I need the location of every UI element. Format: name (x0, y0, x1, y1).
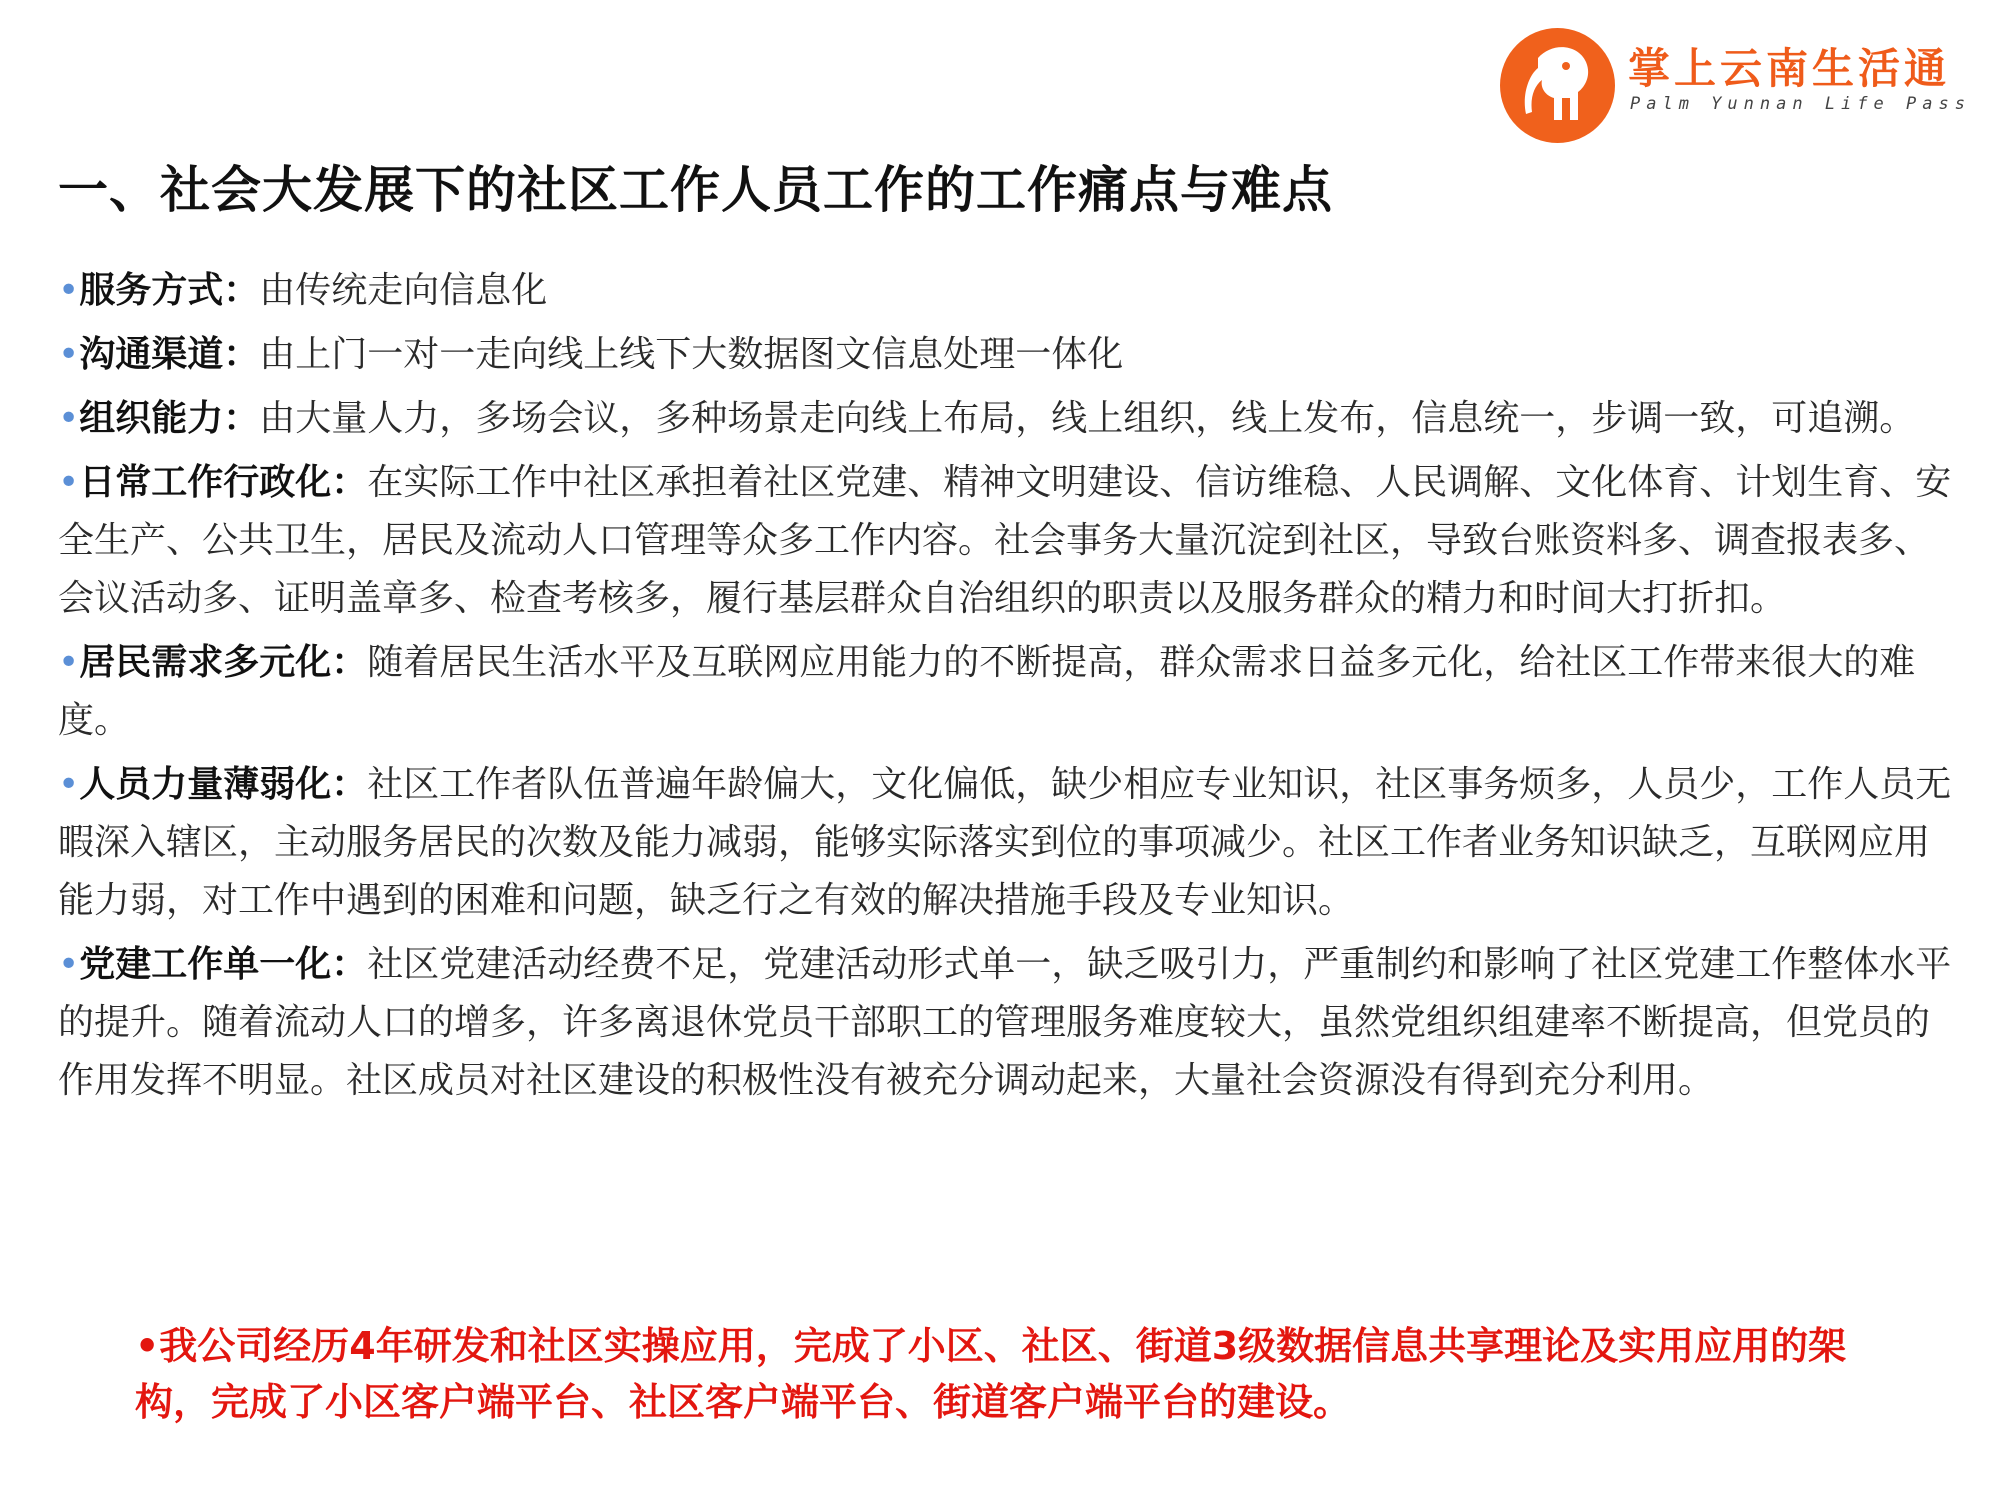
list-item (58, 454, 1958, 628)
item-text: 由大量人力，多场会议，多种场景走向线上布局，线上组织，线上发布，信息统一，步调一致，可追溯。 (259, 398, 1916, 439)
pain-points-list (58, 262, 1958, 1116)
list-item (58, 326, 1958, 384)
item-label: 日常工作行政化： (79, 462, 368, 503)
item-label: 人员力量薄弱化： (79, 764, 368, 805)
item-text: 由传统走向信息化 (259, 270, 548, 311)
item-label: 党建工作单一化： (79, 944, 368, 985)
item-text: 社区工作者队伍普遍年龄偏大，文化偏低，缺少相应专业知识，社区事务烦多，人员少，工作人员无暇深入辖区，主动服务居民的次数及能力减弱，能够实际落实到位的事项减少。社区工作者业务知识缺乏，互联网应用能力弱，对工作中遇到的困难和问题，缺乏行之有效的解决措施手段及专业知识。 (58, 764, 1952, 921)
list-item (58, 390, 1958, 448)
list-item (58, 756, 1958, 930)
highlight-text: 我公司经历4年研发和社区实操应用，完成了小区、社区、街道3级数据信息共享理论及实用应用的架构，完成了小区客户端平台、社区客户端平台、街道客户端平台的建设。 (135, 1324, 1847, 1424)
item-text: 在实际工作中社区承担着社区党建、精神文明建设、信访维稳、人民调解、文化体育、计划生育、安全生产、公共卫生，居民及流动人口管理等众多工作内容。社会事务大量沉淀到社区，导致台账资料多、调查报表多、会议活动多、证明盖章多、检查考核多，履行基层群众自治组织的职责以及服务群众的精力和时间大打折扣。 (58, 462, 1952, 619)
list-item (58, 262, 1958, 320)
list-item (58, 936, 1958, 1110)
bullet-marker: • (135, 1324, 160, 1368)
item-text: 随着居民生活水平及互联网应用能力的不断提高，群众需求日益多元化，给社区工作带来很大的难度。 (58, 642, 1916, 741)
bullet-marker: • (58, 270, 80, 311)
logo (1500, 28, 1971, 143)
bullet-marker: • (58, 398, 80, 439)
item-label: 服务方式： (79, 270, 260, 311)
elephant-icon (1500, 28, 1615, 143)
item-text: 社区党建活动经费不足，党建活动形式单一，缺乏吸引力，严重制约和影响了社区党建工作整体水平的提升。随着流动人口的增多，许多离退休党员干部职工的管理服务难度较大，虽然党组织组建率不断提高，但党员的作用发挥不明显。社区成员对社区建设的积极性没有被充分调动起来，大量社会资源没有得到充分利用。 (58, 944, 1952, 1101)
company-highlight (135, 1318, 1895, 1430)
list-item (58, 634, 1958, 750)
item-label: 沟通渠道： (79, 334, 260, 375)
bullet-marker: • (58, 642, 80, 683)
logo-name-en: Palm Yunnan Life Pass (1630, 94, 1971, 114)
bullet-marker: • (58, 334, 80, 375)
bullet-marker: • (58, 462, 80, 503)
bullet-marker: • (58, 944, 80, 985)
logo-name-cn: 掌上云南生活通 (1628, 44, 1951, 93)
bullet-marker: • (58, 764, 80, 805)
page-title: 一、社会大发展下的社区工作人员工作的工作痛点与难点 (58, 161, 1333, 219)
item-text: 由上门一对一走向线上线下大数据图文信息处理一体化 (259, 334, 1124, 375)
item-label: 居民需求多元化： (79, 642, 368, 683)
item-label: 组织能力： (79, 398, 260, 439)
